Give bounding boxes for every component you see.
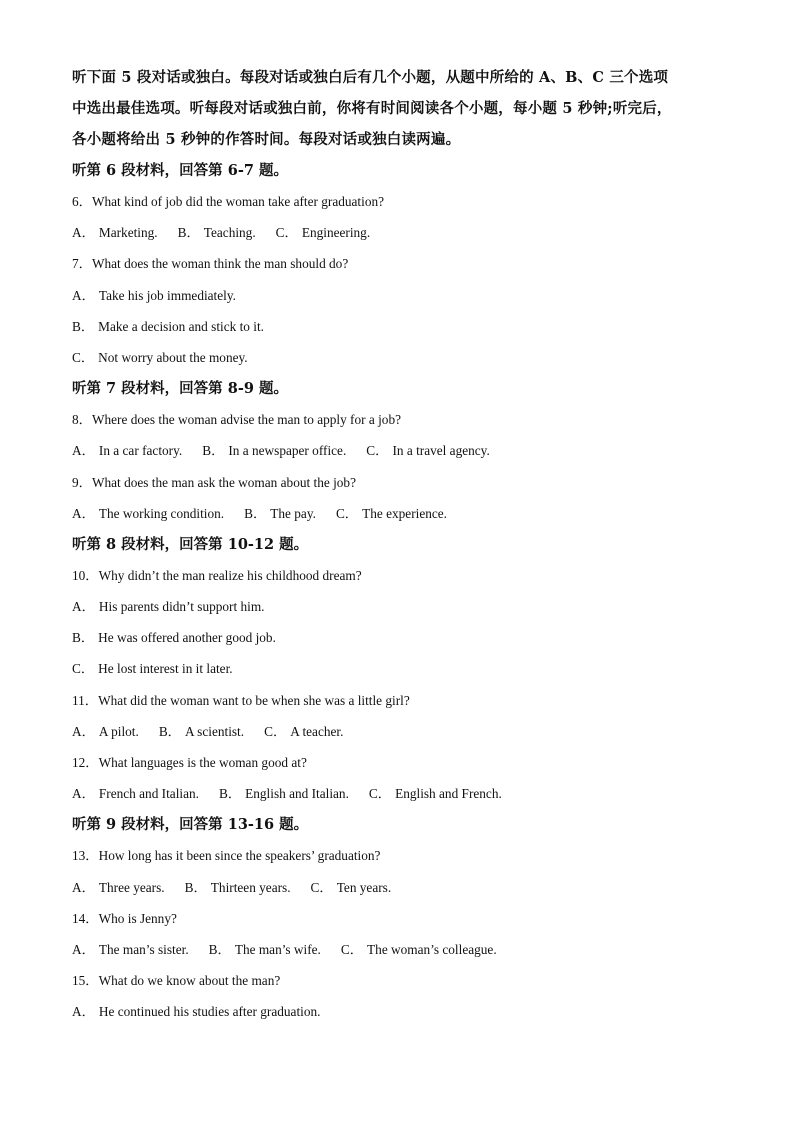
option-text: The man’s sister. (98, 941, 189, 957)
option-text: Make a decision and stick to it. (98, 318, 264, 334)
question-text: Where does the woman advise the man to apply for a job? (91, 412, 402, 428)
option-letter: A． (72, 786, 95, 802)
answer-option (276, 217, 370, 248)
option-row (72, 872, 732, 903)
question-stem (72, 404, 732, 435)
option-text: Ten years. (336, 879, 392, 895)
section-heading: 听第 7 段材料，回答第 8-9 题。 (72, 380, 288, 398)
question-text: How long has it been since the speakers’ graduation? (98, 848, 381, 864)
option-text: In a car factory. (98, 443, 183, 459)
question-number: 13． (72, 848, 99, 864)
option-text: In a travel agency. (392, 443, 490, 459)
answer-option (185, 872, 291, 903)
option-letter: A． (72, 879, 95, 895)
answer-option (72, 630, 276, 645)
option-letter: B． (72, 630, 95, 646)
answer-option (366, 435, 490, 466)
option-text: A teacher. (290, 723, 344, 739)
option-row (72, 934, 732, 965)
question-stem (72, 747, 732, 778)
answer-option (72, 319, 264, 334)
option-text: In a newspaper office. (228, 443, 347, 459)
option-letter: B． (177, 225, 200, 241)
answer-option (72, 661, 233, 676)
option-text: English and Italian. (245, 786, 349, 802)
option-letter: C． (72, 661, 95, 677)
option-text: Three years. (98, 879, 165, 895)
question-stem (72, 685, 732, 716)
question-number: 8． (72, 412, 92, 428)
question-sections (72, 155, 732, 1028)
option-text: A pilot. (98, 723, 139, 739)
question-text: Who is Jenny? (98, 910, 177, 926)
question-text: What did the woman want to be when she was a little girl? (98, 692, 410, 708)
option-text: His parents didn’t support him. (98, 599, 265, 615)
option-row (72, 217, 732, 248)
option-row (72, 591, 732, 622)
answer-option (311, 872, 392, 903)
option-text: Teaching. (203, 225, 256, 241)
option-text: The experience. (362, 505, 448, 521)
option-text: Engineering. (301, 225, 371, 241)
question-stem (72, 186, 732, 217)
answer-option (341, 934, 497, 965)
answer-option (72, 716, 139, 747)
option-text: The working condition. (98, 505, 225, 521)
answer-option (72, 435, 182, 466)
option-letter: B． (244, 505, 267, 521)
option-letter: A． (72, 941, 95, 957)
question-text: Why didn’t the man realize his childhood dream? (98, 567, 362, 583)
question-stem (72, 467, 732, 498)
option-letter: C． (340, 941, 364, 957)
option-text: He was offered another good job. (98, 630, 276, 646)
option-letter: C． (264, 723, 287, 739)
option-letter: C． (310, 879, 333, 895)
answer-option (72, 599, 265, 614)
answer-option (264, 716, 343, 747)
option-text: The woman’s colleague. (367, 941, 497, 957)
option-letter: A． (72, 505, 95, 521)
answer-option (72, 288, 236, 303)
question-text: What kind of job did the woman take after graduation? (91, 194, 385, 209)
question-stem (72, 903, 732, 934)
question-number: 9． (72, 474, 92, 490)
option-text: Thirteen years. (210, 879, 291, 895)
question-text: What does the man ask the woman about the job? (91, 474, 356, 490)
answer-option (202, 435, 346, 466)
option-letter: A． (72, 443, 95, 459)
option-text: French and Italian. (98, 786, 199, 802)
answer-option (244, 498, 316, 529)
option-row (72, 996, 732, 1027)
section-heading: 听第 6 段材料，回答第 6-7 题。 (72, 162, 288, 179)
answer-option (336, 498, 447, 529)
answer-option (369, 778, 502, 809)
option-row (72, 311, 732, 342)
option-row (72, 280, 732, 311)
question-text: What does the woman think the man should do? (91, 256, 349, 272)
option-letter: C． (72, 349, 95, 365)
option-letter: C． (335, 505, 359, 521)
option-letter: A． (72, 599, 95, 615)
question-stem (72, 560, 732, 591)
option-text: English and French. (395, 786, 502, 802)
question-number: 12． (72, 755, 99, 770)
instructions-line: 听下面 5 段对话或独白。每段对话或独白后有几个小题，从题中所给的 A、B、C 三个选项 (72, 69, 669, 86)
instructions-line: 中选出最佳选项。听每段对话或独白前，你将有时间阅读各个小题，每小题 5 秒钟;听完后， (72, 100, 672, 117)
answer-option (72, 778, 199, 809)
option-text: Take his job immediately. (98, 287, 236, 303)
question-stem (72, 840, 732, 871)
option-row (72, 778, 732, 809)
option-text: He lost interest in it later. (98, 661, 233, 677)
option-letter: B． (208, 941, 231, 957)
question-number: 6． (72, 194, 92, 209)
option-row (72, 498, 732, 529)
question-number: 14． (72, 910, 99, 926)
question-number: 15． (72, 973, 99, 989)
answer-option (219, 778, 349, 809)
document-page (72, 62, 732, 1028)
option-text: The pay. (270, 505, 316, 521)
option-row (72, 342, 732, 373)
answer-option (72, 350, 248, 365)
option-text: He continued his studies after graduation. (98, 1004, 321, 1020)
option-text: A scientist. (184, 723, 245, 739)
answer-option (159, 716, 244, 747)
question-text: What do we know about the man? (98, 973, 281, 989)
option-letter: B． (72, 318, 95, 334)
option-letter: B． (184, 879, 207, 895)
question-stem (72, 965, 732, 996)
instructions-line: 各小题将给出 5 秒钟的作答时间。每段对话或独白读两遍。 (72, 131, 461, 148)
option-row (72, 435, 732, 466)
option-row (72, 653, 732, 684)
option-letter: B． (158, 723, 181, 739)
question-number: 11． (72, 692, 99, 708)
answer-option (72, 1004, 320, 1019)
instructions (72, 62, 732, 155)
question-text: What languages is the woman good at? (98, 755, 307, 770)
answer-option (178, 217, 256, 248)
option-letter: A． (72, 225, 95, 241)
option-row (72, 622, 732, 653)
option-letter: C． (368, 786, 392, 802)
option-text: The man’s wife. (234, 941, 321, 957)
answer-option (72, 934, 189, 965)
option-letter: A． (72, 287, 95, 303)
question-stem (72, 248, 732, 279)
option-letter: B． (218, 786, 242, 802)
option-row (72, 716, 732, 747)
option-letter: A． (72, 723, 95, 739)
answer-option (72, 498, 224, 529)
option-text: Marketing. (98, 225, 158, 241)
option-text: Not worry about the money. (98, 349, 248, 365)
answer-option (72, 872, 165, 903)
option-letter: C． (275, 225, 298, 241)
option-letter: B． (202, 443, 225, 459)
answer-option (209, 934, 321, 965)
option-letter: C． (366, 443, 389, 459)
answer-option (72, 217, 158, 248)
option-letter: A． (72, 1004, 95, 1020)
question-number: 10． (72, 567, 99, 583)
question-number: 7． (72, 256, 92, 272)
section-heading: 听第 8 段材料，回答第 10-12 题。 (72, 535, 309, 553)
section-heading: 听第 9 段材料，回答第 13-16 题。 (72, 816, 309, 834)
